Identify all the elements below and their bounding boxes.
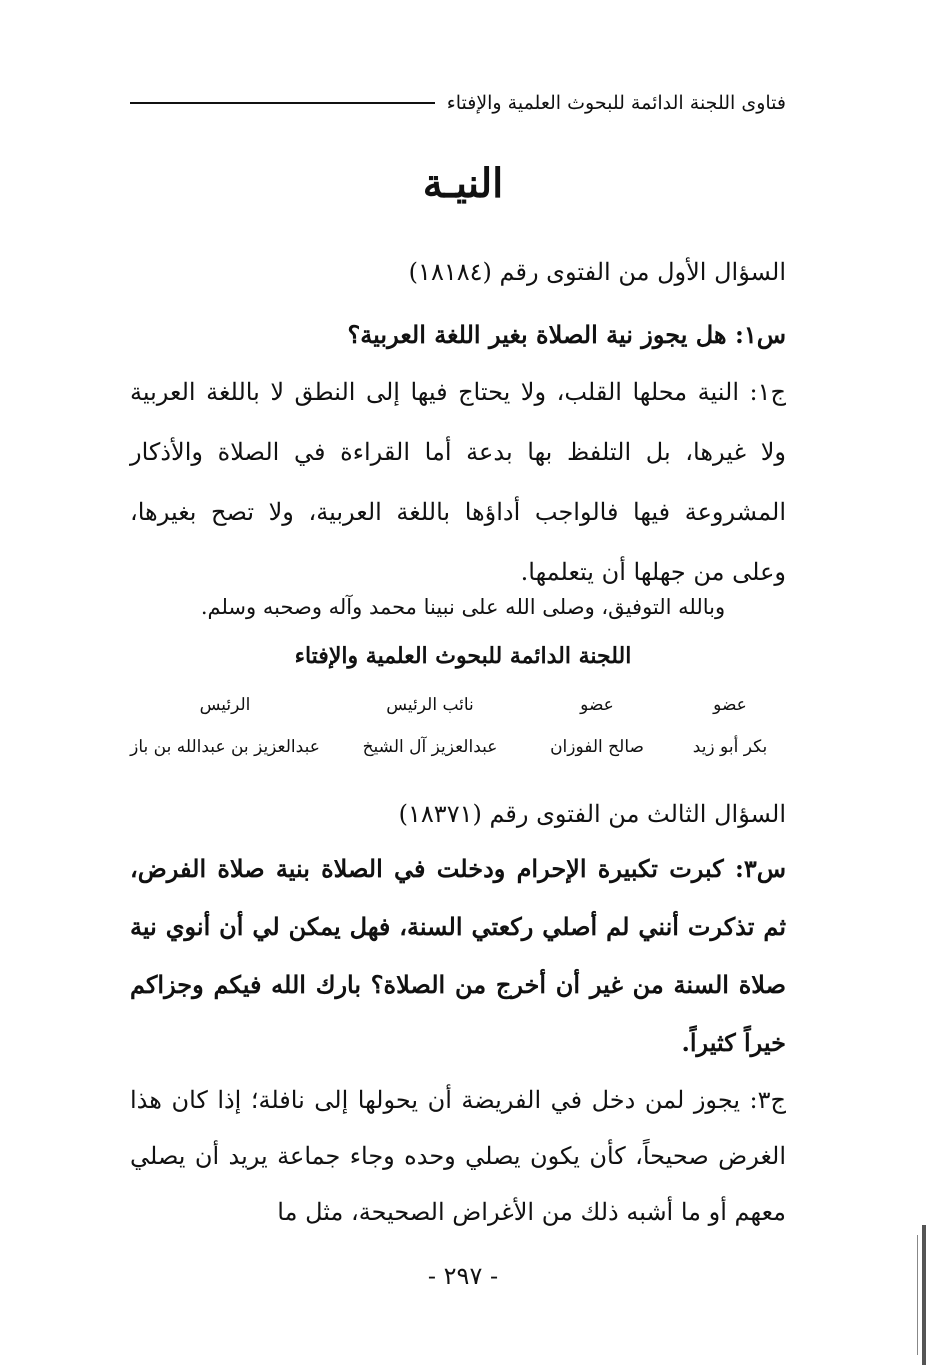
page-number: - ٢٩٧ - <box>427 1262 499 1290</box>
fatwa-3-heading: السؤال الثالث من الفتوى رقم (١٨٣٧١) <box>398 800 786 828</box>
signatory-role: عضو <box>580 695 614 715</box>
signatory-name: عبدالعزيز بن عبدالله بن باز <box>130 737 320 757</box>
signatory-role: الرئيس <box>199 695 251 715</box>
signatory-name: عبدالعزيز آل الشيخ <box>362 737 498 757</box>
header-rule <box>130 102 435 104</box>
fatwa-1-answer: ج١: النية محلها القلب، ولا يحتاج فيها إلى النطق لا باللغة العربية ولا غيرها، بل التلفظ بها بدعة أما القراءة في الصلاة والأذكار المشروعة فيها فالواجب أداؤها باللغة العربية، ولا تصح بغيرها، وعلى من جهلها أن يتعلمها. <box>130 378 786 586</box>
signatory-role: عضو <box>713 695 747 715</box>
fatwa-1-heading: السؤال الأول من الفتوى رقم (١٨١٨٤) <box>408 258 786 286</box>
signatory-chair <box>125 684 325 768</box>
fatwa-1-question: س١: هل يجوز نية الصلاة بغير اللغة العربية؟ <box>347 320 786 349</box>
scan-edge-shadow <box>922 1225 926 1365</box>
signatory-name: صالح الفوزان <box>550 737 644 757</box>
signatory-role: نائب الرئيس <box>386 695 474 715</box>
running-header <box>130 90 786 116</box>
closing-formula: وبالله التوفيق، وصلى الله على نبينا محمد وآله وصحبه وسلم. <box>200 595 726 619</box>
fatwa-3-answer: ج٣: يجوز لمن دخل في الفريضة أن يحولها إلى نافلة؛ إذا كان هذا الغرض صحيحاً، كأن يكون يصلي وحده وجاء جماعة يريد أن يصلي معهم أو ما أشبه ذلك من الأغراض الصحيحة، مثل ما <box>130 1086 787 1226</box>
signatory-member-abuzaid <box>630 684 830 768</box>
scan-edge-line <box>917 1235 918 1355</box>
chapter-title: النيـة <box>422 160 504 207</box>
fatwa-3-question: س٣: كبرت تكبيرة الإحرام ودخلت في الصلاة بنية صلاة الفرض، ثم تذكرت أنني لم أصلي ركعتي السنة، فهل يمكن لي أن أنوي نية صلاة السنة من غير أن أخرج من الصلاة؟ بارك الله فيكم وجزاكم خيراً كثيراً. <box>130 854 786 1057</box>
running-header-title: فتاوى اللجنة الدائمة للبحوث العلمية والإفتاء <box>446 92 786 114</box>
signatory-name: بكر أبو زيد <box>692 737 768 757</box>
committee-name: اللجنة الدائمة للبحوث العلمية والإفتاء <box>294 643 632 669</box>
